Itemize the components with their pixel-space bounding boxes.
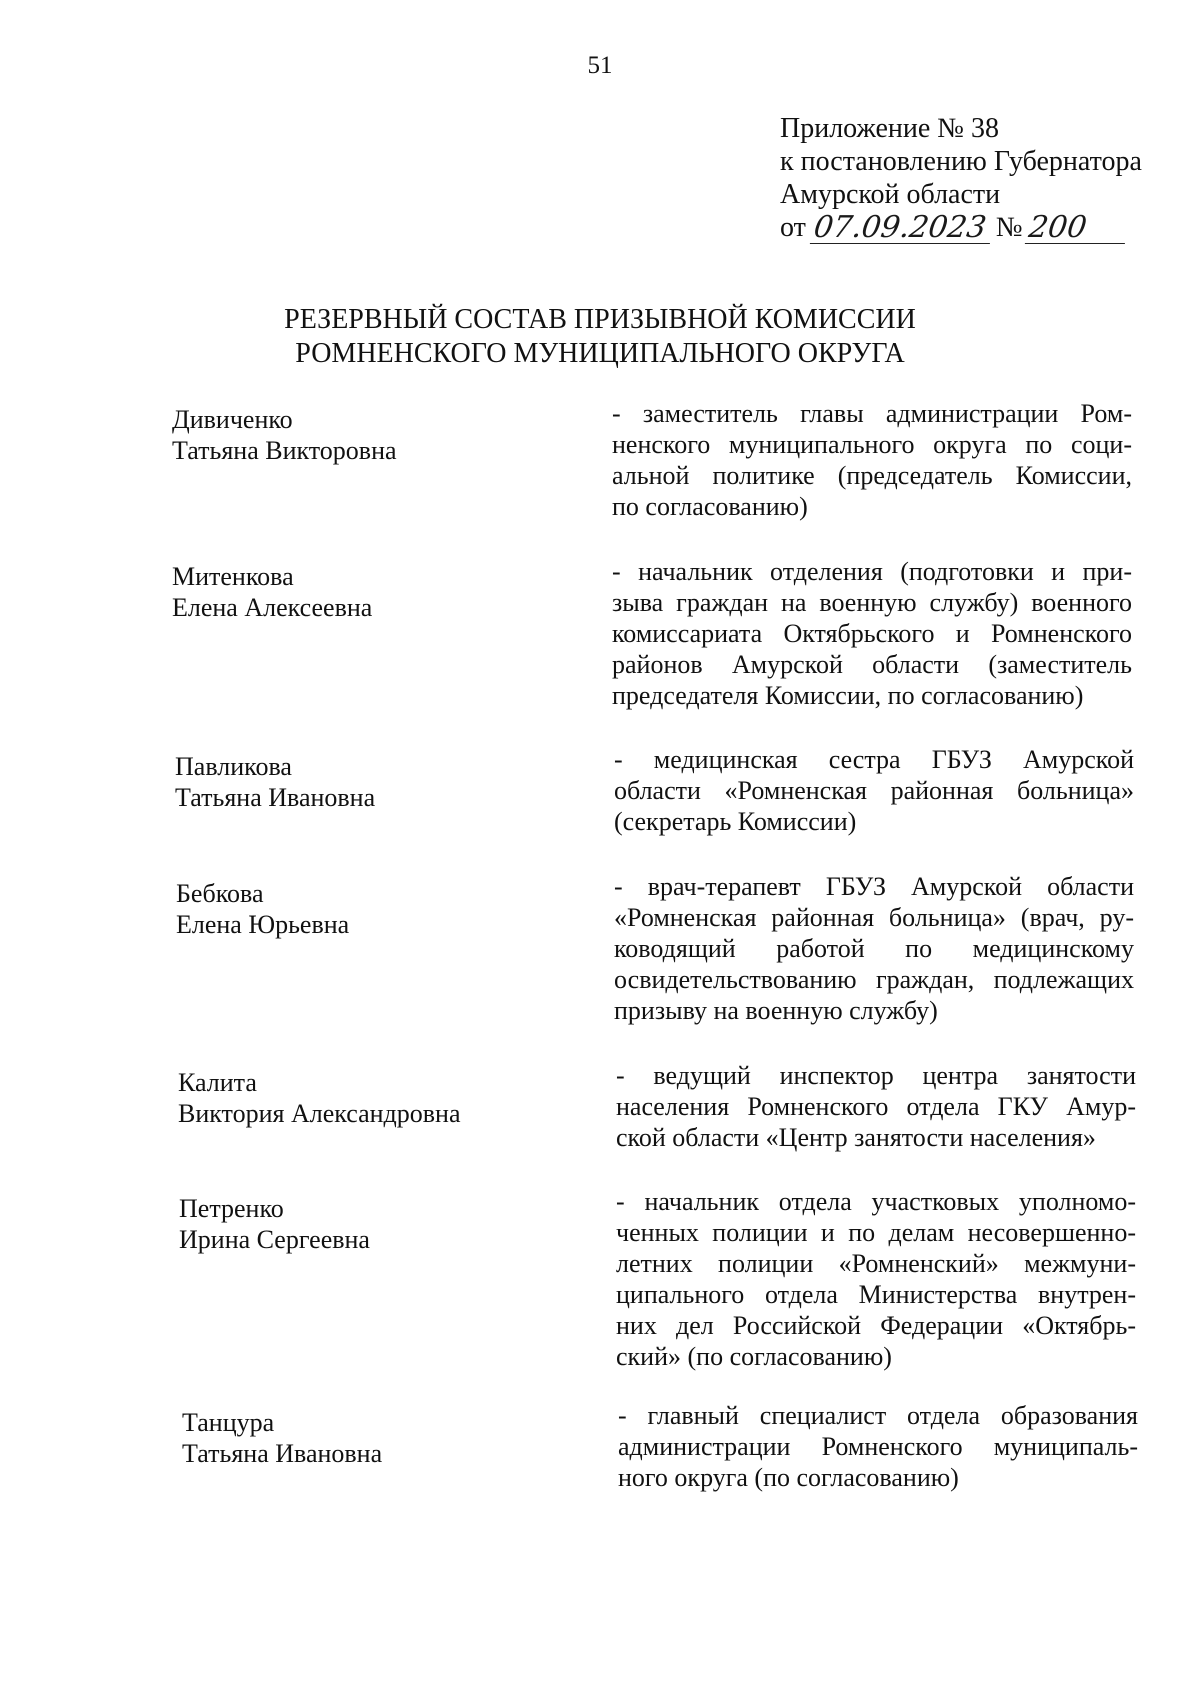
appendix-line-2: к постановлению Губернатора xyxy=(780,146,1142,177)
member-surname: Петренко xyxy=(179,1194,284,1223)
member-given-name: Елена Юрьевна xyxy=(176,910,350,939)
role-line: летних полиции «Ромненский» межмуни- xyxy=(616,1249,1136,1278)
role-line: - заместитель главы администрации Ром- xyxy=(612,399,1132,428)
role-line: ский» (по согласованию) xyxy=(616,1342,892,1371)
role-line: председателя Комиссии, по согласованию) xyxy=(612,681,1084,710)
role-line: - ведущий инспектор центра занятости xyxy=(616,1061,1136,1090)
member-role xyxy=(614,871,1134,1026)
role-line: (секретарь Комиссии) xyxy=(614,807,857,836)
title-line-2: РОМНЕНСКОГО МУНИЦИПАЛЬНОГО ОКРУГА xyxy=(295,338,905,369)
member-surname: Дивиченко xyxy=(172,405,293,434)
member-role xyxy=(616,1060,1136,1153)
member-name xyxy=(178,1067,558,1129)
role-line: администрации Ромненского муниципаль- xyxy=(618,1432,1138,1461)
appendix-header xyxy=(780,112,1142,244)
member-role xyxy=(612,556,1132,711)
role-line: альной политике (председатель Комиссии, xyxy=(612,461,1132,490)
role-line: - медицинская сестра ГБУЗ Амурской xyxy=(614,745,1134,774)
role-line: зыва граждан на военную службу) военного xyxy=(612,588,1132,617)
appendix-date-line xyxy=(780,211,1142,244)
member-name xyxy=(182,1407,562,1469)
page-number: 51 xyxy=(587,52,613,79)
appendix-line-1: Приложение № 38 xyxy=(780,113,999,144)
role-line: ного округа (по согласованию) xyxy=(618,1463,959,1492)
member-role xyxy=(616,1186,1136,1372)
role-line: призыву на военную службу) xyxy=(614,996,938,1025)
handwritten-date: 07.09.2023 xyxy=(810,213,994,244)
member-given-name: Татьяна Ивановна xyxy=(175,783,376,812)
role-line: по согласованию) xyxy=(612,492,808,521)
member-name xyxy=(172,404,552,466)
member-given-name: Ирина Сергеевна xyxy=(179,1225,370,1254)
from-prefix: от xyxy=(780,212,806,243)
role-line: - начальник отделения (подготовки и при- xyxy=(612,557,1132,586)
role-line: ченных полиции и по делам несовершенно- xyxy=(616,1218,1136,1247)
role-line: комиссариата Октябрьского и Ромненского xyxy=(612,619,1132,648)
role-line: - начальник отдела участковых уполномо- xyxy=(616,1187,1136,1216)
member-surname: Павликова xyxy=(175,752,292,781)
member-surname: Бебкова xyxy=(176,879,264,908)
member-role xyxy=(612,398,1132,522)
role-line: ководящий работой по медицинскому освидетельствованию граждан, подлежащих xyxy=(614,934,1134,994)
member-given-name: Татьяна Ивановна xyxy=(182,1439,383,1468)
role-line: ской области «Центр занятости населения» xyxy=(616,1123,1096,1152)
member-surname: Калита xyxy=(178,1068,257,1097)
member-surname: Митенкова xyxy=(172,562,294,591)
role-line: ципального отдела Министерства внутрен- xyxy=(616,1280,1136,1309)
appendix-line-3: Амурской области xyxy=(780,179,1001,210)
member-name xyxy=(175,751,555,813)
role-line: - врач-терапевт ГБУЗ Амурской области xyxy=(614,872,1134,901)
member-given-name: Татьяна Викторовна xyxy=(172,436,397,465)
member-name xyxy=(176,878,556,940)
title-line-1: РЕЗЕРВНЫЙ СОСТАВ ПРИЗЫВНОЙ КОМИССИИ xyxy=(284,304,916,335)
member-name xyxy=(179,1193,559,1255)
role-line: ненского муниципального округа по соци- xyxy=(612,430,1132,459)
handwritten-number: 200 xyxy=(1024,213,1128,244)
role-line: районов Амурской области (заместитель xyxy=(612,650,1132,679)
member-role xyxy=(618,1400,1138,1493)
number-sign: № xyxy=(995,212,1023,243)
role-line: них дел Российской Федерации «Октябрь- xyxy=(616,1311,1136,1340)
role-line: населения Ромненского отдела ГКУ Амур- xyxy=(616,1092,1136,1121)
member-role xyxy=(614,744,1134,837)
member-given-name: Виктория Александровна xyxy=(178,1099,461,1128)
document-title xyxy=(0,303,1200,371)
member-given-name: Елена Алексеевна xyxy=(172,593,373,622)
role-line: области «Ромненская районная больница» xyxy=(614,776,1134,805)
member-name xyxy=(172,561,552,623)
member-surname: Танцура xyxy=(182,1408,275,1437)
role-line: - главный специалист отдела образования xyxy=(618,1401,1138,1430)
role-line: «Ромненская районная больница» (врач, ру- xyxy=(614,903,1134,932)
